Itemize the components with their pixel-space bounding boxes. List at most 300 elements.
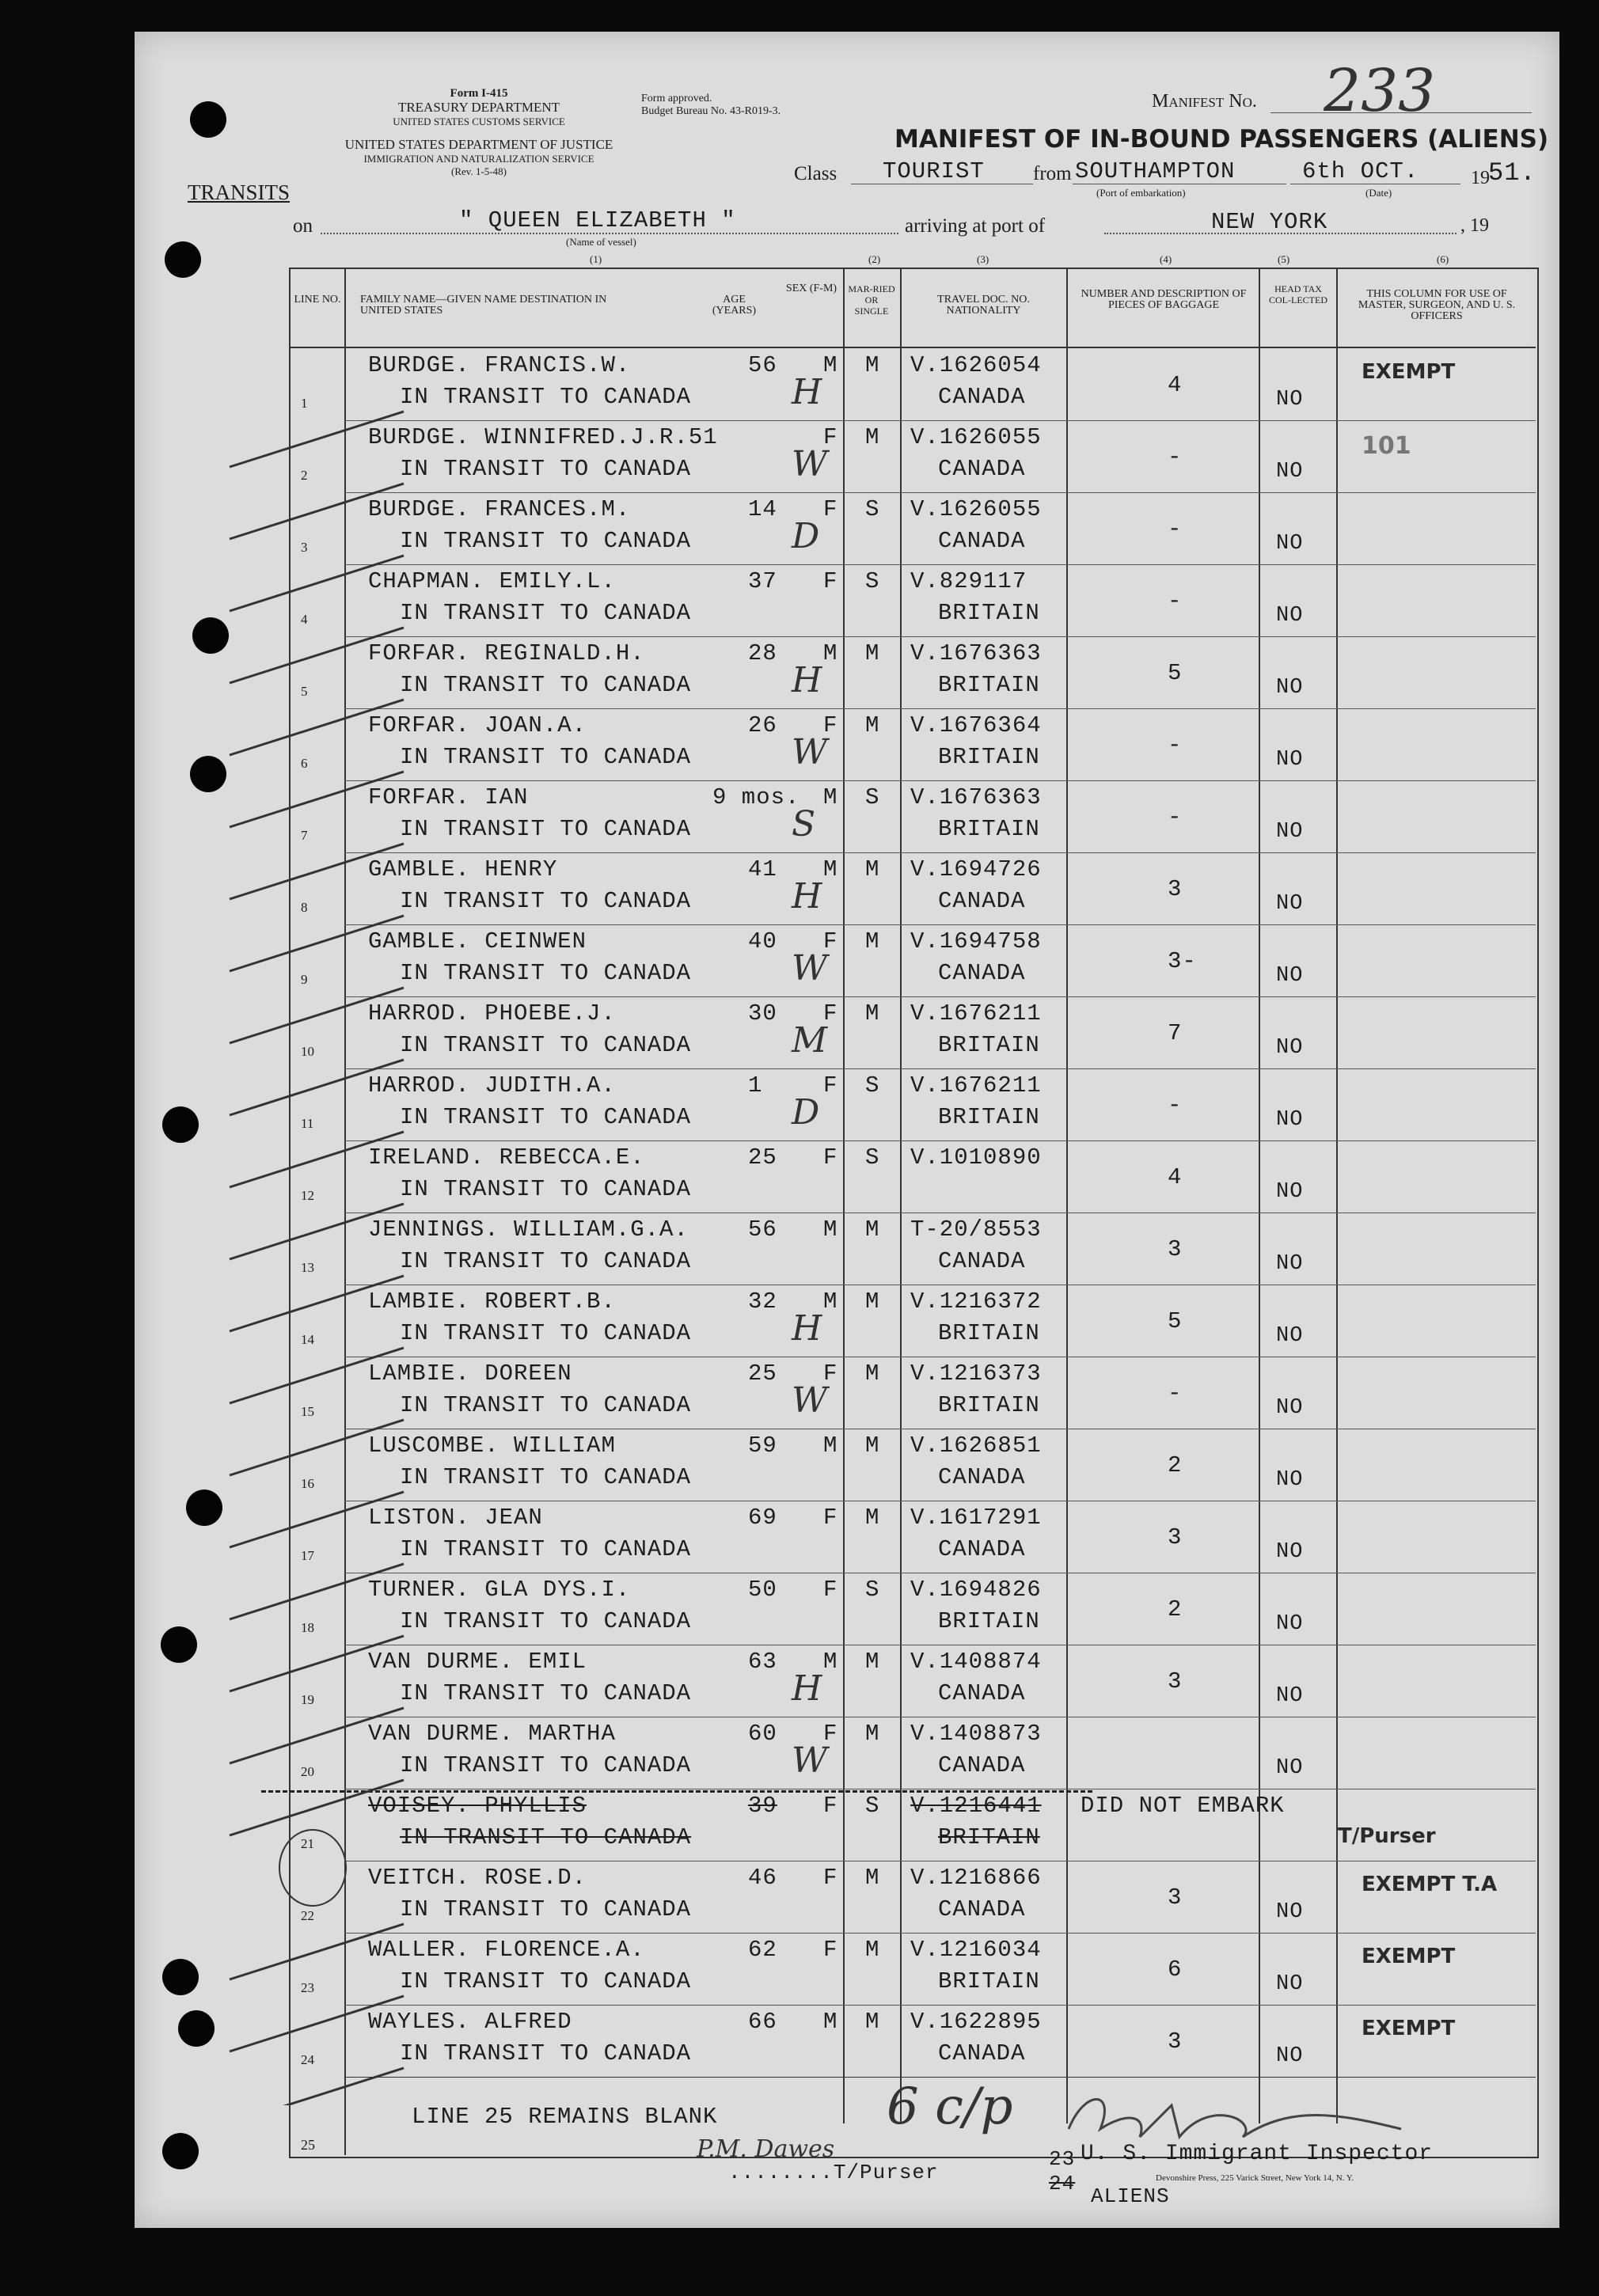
nationality: BRITAIN [938,1104,1040,1130]
row-divider [344,852,1536,853]
alien-count-b: 24 [1049,2172,1076,2195]
age: 32 [748,1288,777,1315]
passenger-name: FORFAR. REGINALD.H. [368,640,645,666]
check-mark-stroke [230,1708,404,1763]
baggage-count: 3 [1168,2028,1183,2055]
passenger-name: GAMBLE. CEINWEN [368,928,587,954]
passenger-name: TURNER. GLA DYS.I. [368,1577,631,1603]
sex: F [823,496,838,522]
sex: M [823,2009,838,2035]
row-divider [344,420,1536,421]
line-number: 23 [301,1980,314,1995]
date-caption: (Date) [1365,187,1392,199]
age: 62 [748,1937,777,1963]
on-label: on [293,215,313,237]
destination: IN TRANSIT TO CANADA [400,1032,692,1058]
destination: IN TRANSIT TO CANADA [400,1104,692,1130]
check-mark-stroke [230,1204,404,1259]
destination: IN TRANSIT TO CANADA [400,672,692,698]
binder-hole [186,1490,222,1526]
baggage-count: 5 [1168,1308,1183,1334]
line-25-text: LINE 25 REMAINS BLANK [412,2104,718,2130]
passenger-name: BURDGE. FRANCES.M. [368,496,631,522]
destination: IN TRANSIT TO CANADA [400,1176,692,1202]
head-tax: NO [1276,1900,1304,1924]
marital-status: M [865,1865,880,1891]
travel-doc-no: V.1694726 [910,856,1042,882]
age: 1 [748,1072,763,1099]
baggage-count: 3 [1168,1884,1183,1911]
passenger-name: VEITCH. ROSE.D. [368,1865,587,1891]
nationality: BRITAIN [938,672,1040,698]
inspector-mark: H [792,660,822,700]
baggage-count: - [1168,516,1183,542]
nationality: BRITAIN [938,1824,1040,1850]
check-mark-stroke [230,1996,404,2051]
nationality: BRITAIN [938,1032,1040,1058]
destination: IN TRANSIT TO CANADA [400,744,692,770]
binder-hole [165,241,201,278]
age: 28 [748,640,777,666]
officer-note: 101 [1362,432,1411,460]
travel-doc-no: V.1694826 [910,1577,1042,1603]
head-tax: NO [1276,2044,1304,2068]
travel-doc-no: V.1408873 [910,1721,1042,1747]
officer-note: EXEMPT [1362,360,1456,384]
header-baggage: NUMBER AND DESCRIPTION OF PIECES OF BAGGAGE [1081,288,1247,311]
inspector-mark: W [792,948,828,989]
travel-doc-no: V.1216372 [910,1288,1042,1315]
footer-purser: ........T/Purser [728,2161,939,2184]
sex: M [823,1288,838,1315]
sex: F [823,1577,838,1603]
header-married: MAR-RIED OR SINGLE [848,283,895,317]
vessel-name: " QUEEN ELIZABETH " [459,207,736,233]
sex: F [823,1793,838,1819]
age: 50 [748,1577,777,1603]
baggage-count: 6 [1168,1956,1183,1983]
year-suffix: 51. [1488,158,1536,188]
passenger-name: HARROD. JUDITH.A. [368,1072,616,1099]
col-num-2: (2) [868,253,881,265]
marital-status: S [865,1577,880,1603]
destination: IN TRANSIT TO CANADA [400,1392,692,1418]
line-number: 16 [301,1476,314,1491]
age: 39 [748,1793,777,1819]
nationality: CANADA [938,888,1026,914]
check-mark-stroke [230,1564,404,1619]
destination: IN TRANSIT TO CANADA [400,1536,692,1562]
year-prefix: 19 [1471,168,1490,188]
marital-status: S [865,496,880,522]
travel-doc-no: V.1216866 [910,1865,1042,1891]
nationality: CANADA [938,384,1026,410]
age: 30 [748,1000,777,1027]
sex: F [823,1937,838,1963]
baggage-count: - [1168,1380,1183,1406]
head-tax: NO [1276,532,1304,556]
sex: F [823,1000,838,1027]
marital-status: M [865,1721,880,1747]
binder-hole [162,1959,199,1995]
check-mark-stroke [230,1420,404,1475]
baggage-count: 4 [1168,372,1183,398]
sex: M [823,352,838,378]
passenger-name: LAMBIE. ROBERT.B. [368,1288,616,1315]
marital-status: M [865,1288,880,1315]
vessel-caption: (Name of vessel) [566,236,636,248]
marital-status: M [865,1000,880,1027]
travel-doc-no: V.1216373 [910,1361,1042,1387]
margin-check-marks [222,380,427,2105]
row-divider [344,1140,1536,1141]
head-tax: NO [1276,604,1304,628]
destination: IN TRANSIT TO CANADA [400,1680,692,1706]
passenger-name: LAMBIE. DOREEN [368,1361,572,1387]
col-rule [843,268,845,2123]
marital-status: S [865,568,880,594]
destination: IN TRANSIT TO CANADA [400,816,692,842]
head-tax: NO [1276,964,1304,988]
handwritten-count: 6 c/p [887,2078,1013,2136]
baggage-count: 2 [1168,1596,1183,1622]
travel-doc-no: V.1676363 [910,640,1042,666]
sex: F [823,1505,838,1531]
travel-doc-no: V.1626851 [910,1433,1042,1459]
col-num-3: (3) [977,253,989,265]
marital-status: S [865,784,880,810]
row-divider [344,1933,1536,1934]
check-mark-stroke [230,556,404,611]
sex: F [823,712,838,738]
head-tax: NO [1276,820,1304,844]
destination: IN TRANSIT TO CANADA [400,1320,692,1346]
sex: M [823,856,838,882]
purser-signature: P.M. Dawes [697,2135,835,2163]
check-mark-stroke [230,988,404,1043]
destination: IN TRANSIT TO CANADA [400,384,692,410]
check-mark-stroke [230,1132,404,1187]
nationality: CANADA [938,456,1026,482]
baggage-count: - [1168,1092,1183,1118]
destination: IN TRANSIT TO CANADA [400,1464,692,1490]
baggage-count: 3 [1168,876,1183,902]
line-number: 4 [301,612,308,627]
age: 46 [748,1865,777,1891]
baggage-count: 2 [1168,1452,1183,1478]
head-tax: NO [1276,1252,1304,1276]
travel-doc-no: V.1676363 [910,784,1042,810]
inspector-signature [1053,2082,1417,2153]
passenger-name: JENNINGS. WILLIAM.G.A. [368,1216,689,1243]
line-number: 10 [301,1044,314,1059]
age: 25 [748,1144,777,1171]
inspector-mark: W [792,1380,828,1421]
travel-doc-no: V.1216034 [910,1937,1042,1963]
marital-status: M [865,640,880,666]
line-21-circle [279,1830,346,1906]
line-25-number: 25 [301,2137,315,2153]
head-tax: NO [1276,892,1304,916]
printer-credit: Devonshire Press, 225 Varick Street, New York 14, N. Y. [1156,2173,1354,2183]
travel-doc-no: V.1676364 [910,712,1042,738]
head-tax: NO [1276,388,1304,412]
line-number: 18 [301,1620,314,1635]
check-mark-stroke [230,628,404,683]
head-tax: NO [1276,1180,1304,1204]
line-number: 9 [301,972,308,987]
passenger-name: CHAPMAN. EMILY.L. [368,568,616,594]
sex: F [823,1865,838,1891]
immigration-service: IMMIGRATION AND NATURALIZATION SERVICE [363,153,594,165]
header-name: FAMILY NAME—GIVEN NAME DESTINATION IN UNITED STATES [360,294,607,317]
passenger-name: LISTON. JEAN [368,1505,543,1531]
marital-status: S [865,1072,880,1099]
check-mark-stroke [230,844,404,899]
inspector-mark: W [792,732,828,772]
header-rule [289,347,1536,348]
sex: M [823,640,838,666]
passenger-name: FORFAR. JOAN.A. [368,712,587,738]
header-line-no: LINE NO. [294,294,341,306]
destination: IN TRANSIT TO CANADA [400,456,692,482]
line-number: 21 [301,1836,314,1851]
line-number: 13 [301,1260,314,1275]
marital-status: M [865,1361,880,1387]
col-num-1: (1) [590,253,602,265]
destination: IN TRANSIT TO CANADA [400,2040,692,2066]
passenger-name: VOISEY. PHYLLIS [368,1793,587,1819]
destination: IN TRANSIT TO CANADA [400,528,692,554]
line-number: 8 [301,900,308,915]
head-tax: NO [1276,1324,1304,1348]
passenger-name: VAN DURME. MARTHA [368,1721,616,1747]
col-rule [1259,268,1260,2123]
row-divider [344,564,1536,565]
passenger-name: IRELAND. REBECCA.E. [368,1144,645,1171]
manifest-title: MANIFEST OF IN-BOUND PASSENGERS (ALIENS) [894,125,1549,154]
age: 69 [748,1505,777,1531]
sex: F [823,928,838,954]
destination: IN TRANSIT TO CANADA [400,1824,692,1850]
form-approved: Form approved. [641,93,712,104]
officer-note: EXEMPT [1362,2017,1456,2040]
age: 59 [748,1433,777,1459]
line-number: 3 [301,540,308,555]
aliens-label: ALIENS [1091,2184,1170,2208]
justice-dept: UNITED STATES DEPARTMENT OF JUSTICE [344,137,613,152]
destination: IN TRANSIT TO CANADA [400,1968,692,1994]
passenger-name: HARROD. PHOEBE.J. [368,1000,616,1027]
baggage-count: - [1168,732,1183,758]
head-tax: NO [1276,1540,1304,1564]
check-mark-stroke [230,700,404,755]
line-number: 7 [301,828,308,843]
inspector-mark: H [792,1668,822,1709]
class-value: TOURIST [883,158,985,184]
sex: F [823,1144,838,1171]
header-head-tax: HEAD TAX COL-LECTED [1269,283,1327,306]
inspector-mark: H [792,876,822,917]
line-number: 22 [301,1908,314,1923]
line-number: 14 [301,1332,314,1347]
row-divider [344,996,1536,997]
age: 63 [748,1649,777,1675]
marital-status: M [865,712,880,738]
nationality: CANADA [938,1464,1026,1490]
nationality: CANADA [938,1680,1026,1706]
passenger-name: FORFAR. IAN [368,784,529,810]
age: 37 [748,568,777,594]
baggage-count: - [1168,804,1183,830]
destination: IN TRANSIT TO CANADA [400,600,692,626]
passenger-name: VAN DURME. EMIL [368,1649,587,1675]
marital-status: M [865,1216,880,1243]
age: 66 [748,2009,777,2035]
manifest-no-label: Manifest No. [1152,91,1257,112]
age: 40 [748,928,777,954]
row-divider [344,636,1536,637]
row-divider [344,2005,1536,2006]
port-of-embarkation: SOUTHAMPTON [1075,158,1236,184]
customs-service: UNITED STATES CUSTOMS SERVICE [393,116,565,127]
sex: M [823,784,838,810]
line-number: 12 [301,1188,314,1203]
inspector-mark: D [792,516,820,556]
destination: IN TRANSIT TO CANADA [400,888,692,914]
inspector-mark: M [792,1020,828,1061]
sex: F [823,1072,838,1099]
check-mark-stroke [230,1276,404,1331]
nationality: CANADA [938,1536,1026,1562]
marital-status: S [865,1144,880,1171]
alien-count-a: 23 [1049,2147,1076,2171]
nationality: BRITAIN [938,816,1040,842]
travel-doc-no: V.1216441 [910,1793,1042,1819]
baggage-count: 4 [1168,1164,1183,1190]
col-num-5: (5) [1278,253,1290,265]
row-divider [344,708,1536,709]
port-caption: (Port of embarkation) [1096,187,1186,199]
check-mark-stroke [230,916,404,971]
head-tax: NO [1276,1468,1304,1492]
travel-doc-no: V.1676211 [910,1000,1042,1027]
inspector-mark: H [792,1308,822,1349]
passenger-name: LUSCOMBE. WILLIAM [368,1433,616,1459]
baggage-count: - [1168,444,1183,470]
travel-doc-no: V.1408874 [910,1649,1042,1675]
col-rule [900,268,902,2123]
baggage-count: 7 [1168,1020,1183,1046]
check-mark-stroke [230,1924,404,1979]
line-number: 5 [301,684,308,699]
inspector-label: U. S. Immigrant Inspector [1081,2142,1434,2166]
age: 14 [748,496,777,522]
line-number: 17 [301,1548,314,1563]
passenger-name: WALLER. FLORENCE.A. [368,1937,645,1963]
nationality: BRITAIN [938,600,1040,626]
travel-doc-no: V.1694758 [910,928,1042,954]
nationality: CANADA [938,2040,1026,2066]
head-tax: NO [1276,460,1304,484]
budget-bureau: Budget Bureau No. 43-R019-3. [641,105,781,117]
sex: M [823,1216,838,1243]
officer-note: EXEMPT T.A [1362,1873,1498,1896]
travel-doc-no: V.1676211 [910,1072,1042,1099]
head-tax: NO [1276,748,1304,772]
marital-status: M [865,424,880,450]
treasury-dept: TREASURY DEPARTMENT [397,100,560,115]
inspector-mark: S [792,804,816,844]
head-tax: NO [1276,1756,1304,1780]
sex: M [823,1649,838,1675]
marital-status: M [865,1649,880,1675]
marital-status: S [865,1793,880,1819]
check-mark-stroke [230,1636,404,1691]
marital-status: M [865,1433,880,1459]
marital-status: M [865,1937,880,1963]
sex: F [823,424,838,450]
head-tax: NO [1276,676,1304,700]
binder-hole [162,1106,199,1143]
age: 25 [748,1361,777,1387]
check-mark-stroke [230,2068,404,2105]
marital-status: M [865,1505,880,1531]
binder-hole [162,2133,199,2169]
header-officers: THIS COLUMN FOR USE OF MASTER, SURGEON, AND U. S. OFFICERS [1358,288,1516,322]
baggage-count: - [1168,588,1183,614]
check-mark-stroke [230,1348,404,1403]
baggage-count: 3 [1168,1668,1183,1694]
binder-hole [161,1626,197,1663]
line-number: 19 [301,1692,314,1707]
check-mark-stroke [230,412,404,467]
binder-hole [190,101,226,138]
form-number: Form I-415 [450,87,508,100]
line-number: 6 [301,756,308,771]
sex: F [823,1361,838,1387]
passenger-name: BURDGE. WINNIFRED.J.R.51 [368,424,718,450]
nationality: BRITAIN [938,1608,1040,1634]
passenger-name: GAMBLE. HENRY [368,856,558,882]
row-divider [344,924,1536,925]
check-mark-stroke [230,772,404,827]
marital-status: M [865,2009,880,2035]
head-tax: NO [1276,1396,1304,1420]
head-tax: NO [1276,1684,1304,1708]
transits-label: TRANSITS [188,180,291,204]
col-rule [1066,268,1068,2123]
revision: (Rev. 1-5-48) [451,165,507,177]
travel-doc-no: V.1617291 [910,1505,1042,1531]
marital-status: M [865,856,880,882]
manifest-no: 233 [1324,57,1436,125]
check-mark-stroke [230,1492,404,1547]
head-tax: NO [1276,1612,1304,1636]
row-divider [344,780,1536,781]
officer-note: EXEMPT [1362,1945,1456,1968]
sex: F [823,568,838,594]
destination: IN TRANSIT TO CANADA [400,1608,692,1634]
header-sex: SEX (F-M) [785,283,837,294]
row-divider [344,492,1536,493]
age: 56 [748,1216,777,1243]
age: 60 [748,1721,777,1747]
class-label: Class [794,163,837,184]
passenger-name: BURDGE. FRANCIS.W. [368,352,631,378]
arriving-label: arriving at port of [905,215,1046,237]
check-mark-stroke [230,1780,404,1835]
